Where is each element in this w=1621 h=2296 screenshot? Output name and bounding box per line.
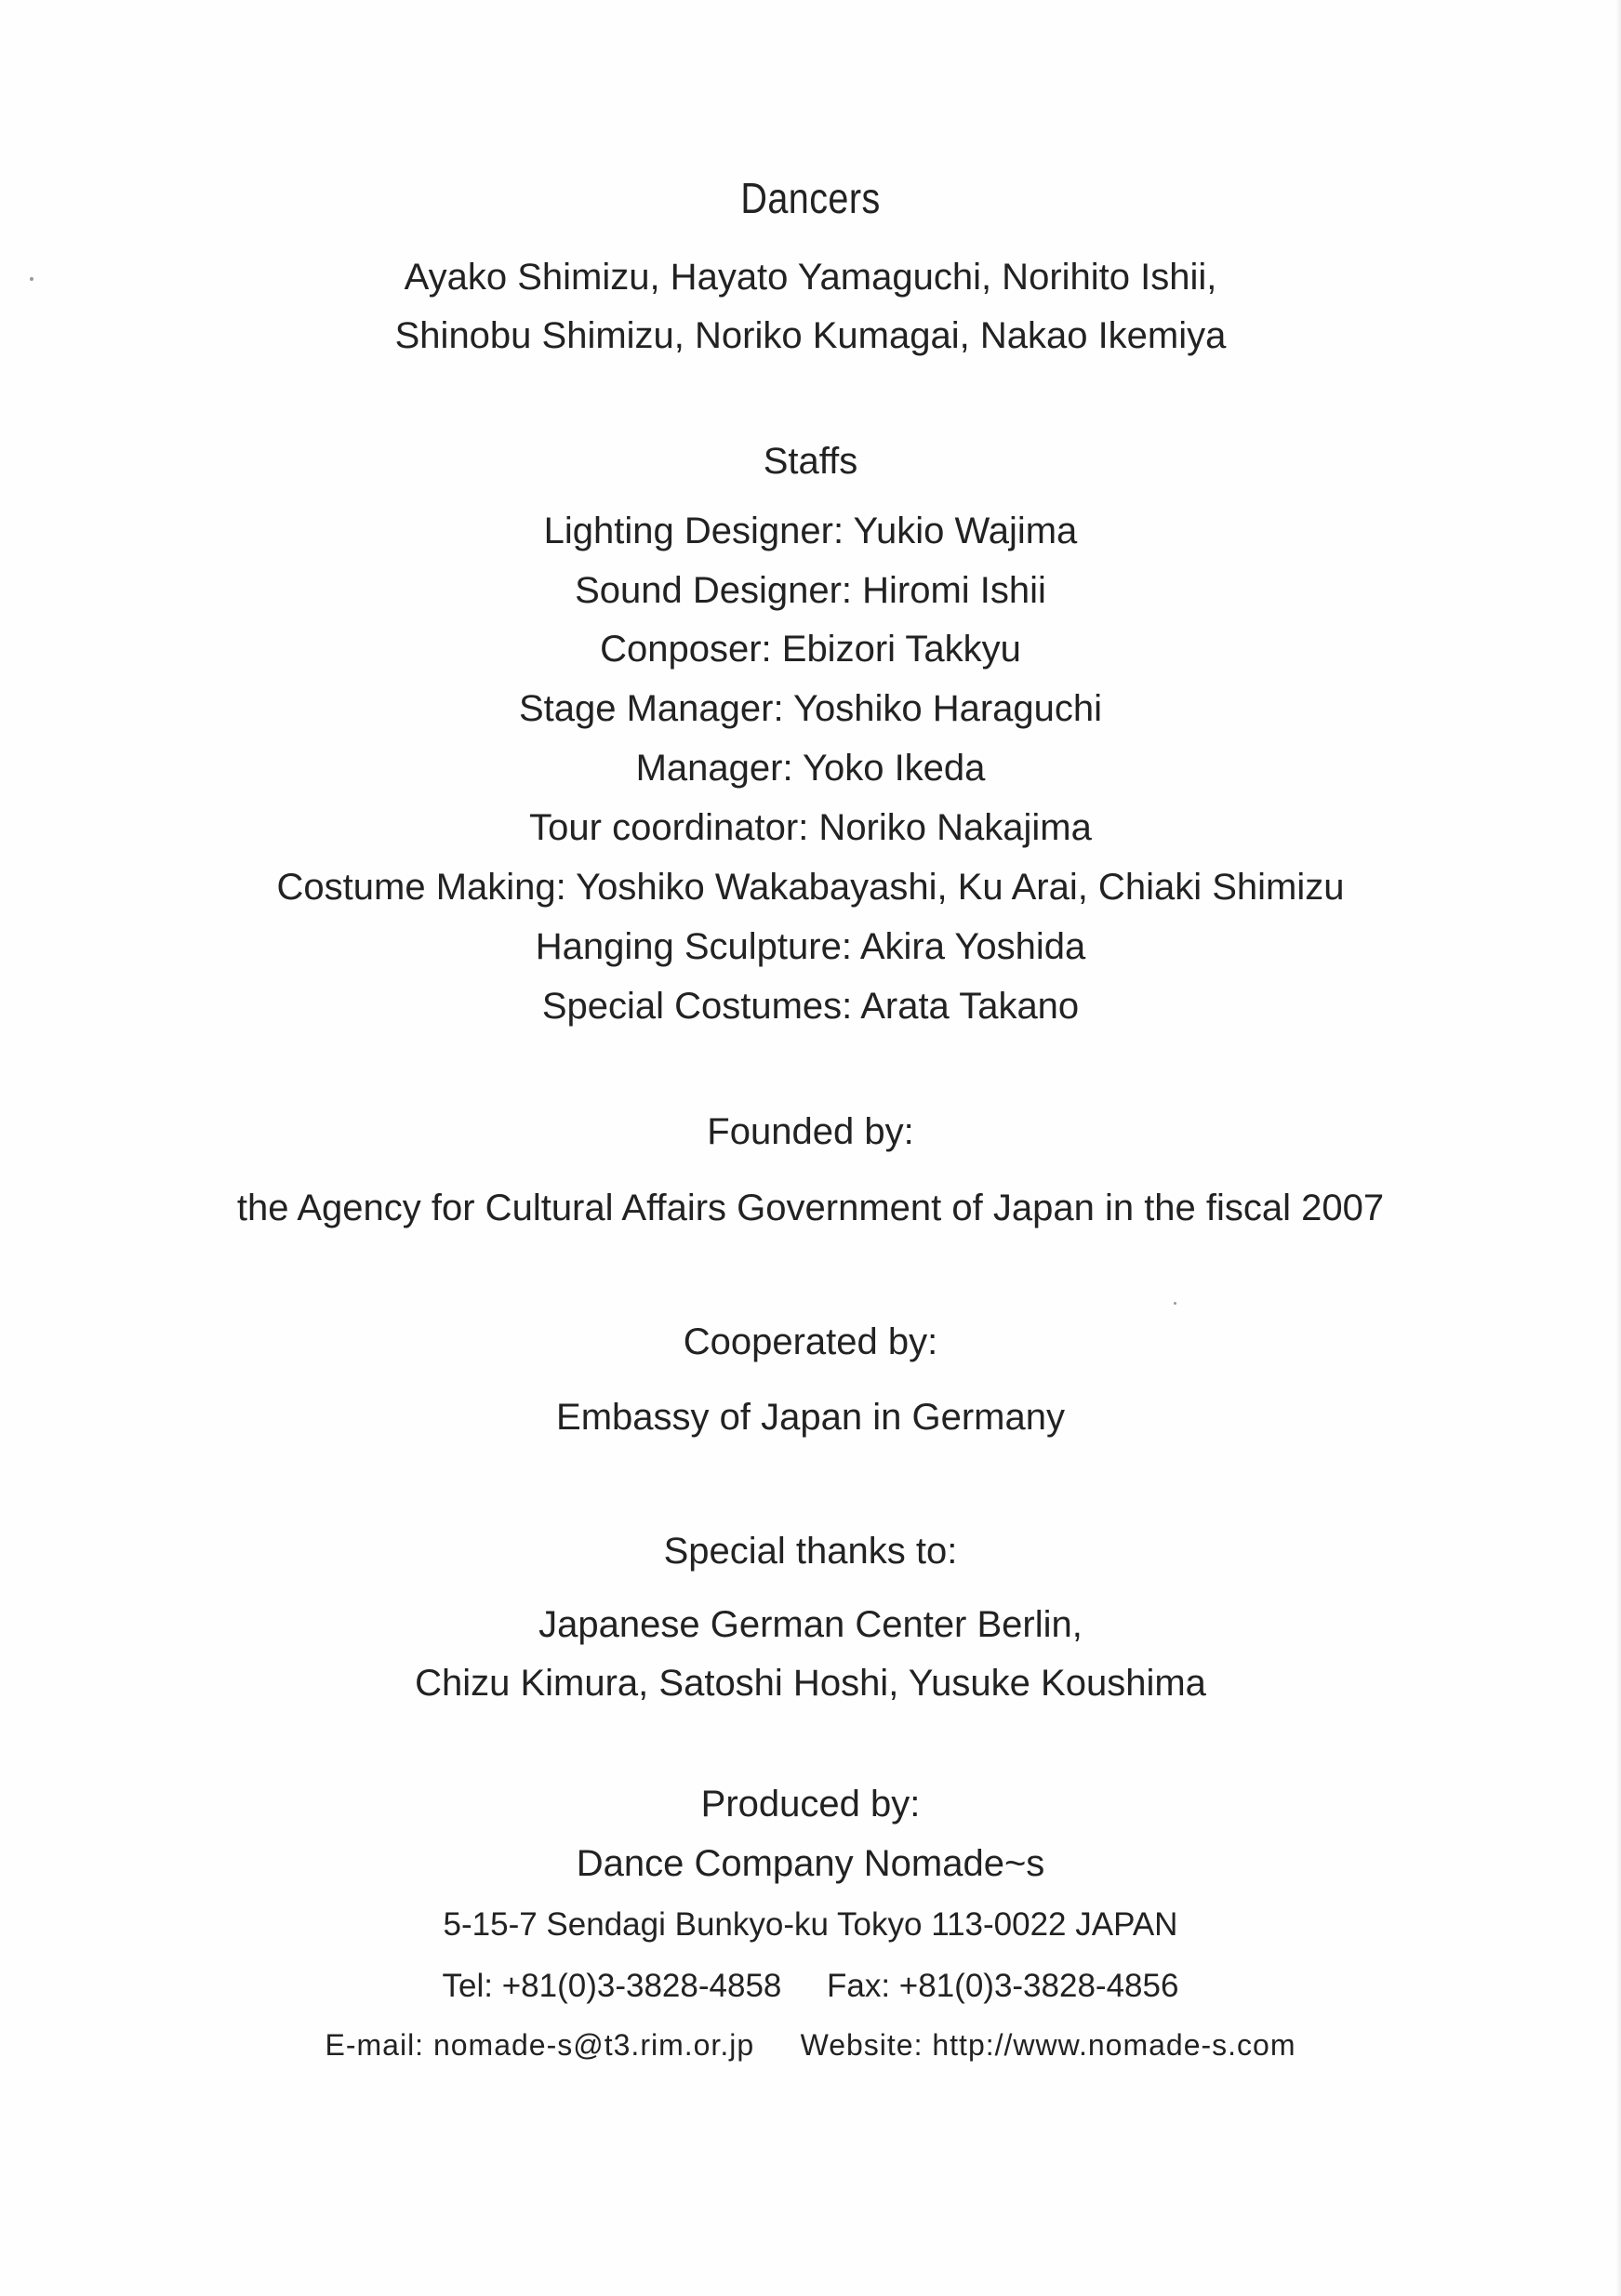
staff-entry: Lighting Designer: Yukio Wajima xyxy=(543,511,1078,551)
produced-email-website: E-mail: nomade-s@t3.rim.or.jp Website: http://www.nomade-s.com xyxy=(325,2028,1296,2062)
scan-speck xyxy=(30,277,33,281)
scan-edge-shadow xyxy=(1615,0,1621,2296)
thanks-heading: Special thanks to: xyxy=(663,1531,958,1572)
staffs-heading: Staffs xyxy=(763,441,858,482)
staff-entry: Manager: Yoko Ikeda xyxy=(635,748,986,789)
dancers-names-line-2: Shinobu Shimizu, Noriko Kumagai, Nakao Ikemiya xyxy=(394,315,1227,356)
staff-entry: Hanging Sculpture: Akira Yoshida xyxy=(535,926,1086,967)
produced-heading: Produced by: xyxy=(700,1784,921,1825)
thanks-line-1: Japanese German Center Berlin, xyxy=(538,1604,1083,1645)
produced-phone-fax: Tel: +81(0)3-3828-4858 Fax: +81(0)3-3828-4856 xyxy=(442,1968,1179,2004)
founded-text: the Agency for Cultural Affairs Government of Japan in the fiscal 2007 xyxy=(236,1188,1385,1228)
staff-entry: Conposer: Ebizori Takkyu xyxy=(600,629,1021,670)
produced-company: Dance Company Nomade~s xyxy=(576,1843,1045,1884)
staff-entry: Costume Making: Yoshiko Wakabayashi, Ku Arai, Chiaki Shimizu xyxy=(276,867,1345,908)
staff-entry: Stage Manager: Yoshiko Haraguchi xyxy=(518,688,1103,729)
produced-address: 5-15-7 Sendagi Bunkyo-ku Tokyo 113-0022 JAPAN xyxy=(443,1906,1178,1943)
dancers-heading: Dancers xyxy=(740,174,881,222)
staff-entry: Tour coordinator: Noriko Nakajima xyxy=(529,807,1092,848)
cooperated-text: Embassy of Japan in Germany xyxy=(556,1397,1065,1438)
thanks-line-2: Chizu Kimura, Satoshi Hoshi, Yusuke Koushima xyxy=(415,1663,1206,1704)
dancers-names-line-1: Ayako Shimizu, Hayato Yamaguchi, Norihito Ishii, xyxy=(404,257,1217,298)
staff-entry: Special Costumes: Arata Takano xyxy=(541,986,1080,1027)
staff-entry: Sound Designer: Hiromi Ishii xyxy=(575,570,1046,611)
founded-heading: Founded by: xyxy=(707,1111,914,1152)
cooperated-heading: Cooperated by: xyxy=(683,1321,938,1362)
scan-speck xyxy=(1174,1302,1176,1305)
